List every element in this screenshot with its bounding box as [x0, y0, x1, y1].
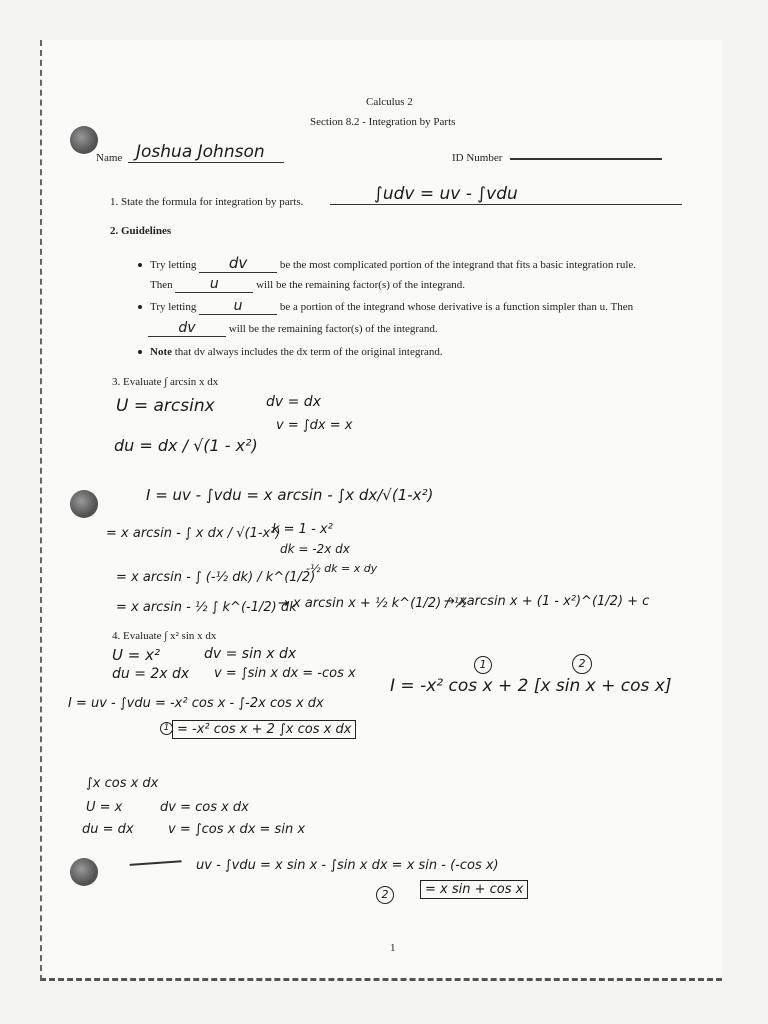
section-title: Section 8.2 - Integration by Parts: [310, 116, 456, 128]
q2-bullet-2-cont: [148, 320, 438, 337]
q4-work-8: ∫x cos x dx: [86, 776, 159, 791]
course-title: Calculus 2: [366, 96, 413, 108]
q1-answer-line: [330, 204, 682, 205]
q3-work-4: du = dx / √(1 - x²): [114, 436, 258, 455]
punch-hole-middle: [70, 490, 98, 518]
bullet-dot: [138, 350, 142, 354]
page-number: 1: [390, 942, 396, 954]
q4-work-2: dv = sin x dx: [204, 646, 297, 662]
q3-work-5: I = uv - ∫vdu = x arcsin - ∫x dx/√(1-x²): [146, 486, 434, 504]
b2-text-c: will be the remaining factor(s) of the integrand.: [228, 323, 438, 335]
q2-bullet-2: [138, 298, 633, 315]
q1-answer: ∫udv = uv - ∫vdu: [374, 184, 518, 204]
name-value: Joshua Johnson: [136, 142, 265, 162]
b2-blank-1: [199, 298, 277, 315]
punch-hole-top: [70, 126, 98, 154]
q4-work-3: du = 2x dx: [112, 666, 190, 682]
q4-work-13: uv - ∫vdu = x sin x - ∫sin x dx = x sin - (-cos x): [196, 858, 499, 873]
q3-work-10: -½ dk = x dy: [306, 562, 378, 575]
q3-work-12: → x arcsin x + ½ k^(1/2) / ½: [278, 596, 467, 611]
worksheet-page: [40, 40, 722, 981]
q4-final-box: = x sin + cos x: [420, 880, 528, 899]
q3-prompt: 3. Evaluate ∫ arcsin x dx: [112, 376, 219, 388]
b1-fill-1: dv: [228, 254, 248, 272]
q4-work-7: I = -x² cos x + 2 [x sin x + cos x]: [390, 676, 672, 696]
q4-circle-1-small: [160, 722, 173, 735]
q4-work-9: U = x: [86, 800, 123, 815]
q2-bullet-1: [138, 254, 636, 273]
q4-circle-2-num: 2: [578, 657, 586, 670]
bullet-dot: [138, 263, 142, 267]
q1-prompt: 1. State the formula for integration by parts.: [110, 196, 304, 208]
q4-work-1: U = x²: [112, 646, 160, 664]
q3-work-13: → xarcsin x + (1 - x²)^(1/2) + c: [444, 594, 650, 609]
b1-text-d: will be the remaining factor(s) of the integrand.: [256, 279, 466, 291]
q3-work-2: dv = dx: [266, 394, 321, 410]
q3-work-8: dk = -2x dx: [280, 542, 350, 556]
b2-fill-2: dv: [178, 320, 196, 336]
q4-work-12: v = ∫cos x dx = sin x: [168, 822, 306, 837]
q4-final-answer: [420, 882, 528, 897]
q4-circle-2: [572, 654, 592, 674]
q4-work-6: [172, 722, 356, 737]
b1-fill-2: u: [209, 276, 219, 292]
q4-work-5: I = uv - ∫vdu = -x² cos x - ∫-2x cos x dx: [68, 696, 324, 711]
q4-circle-3: [376, 886, 394, 904]
q3-work-1: U = arcsinx: [116, 396, 215, 416]
q3-work-6: = x arcsin - ∫ x dx / √(1-x²): [106, 526, 281, 541]
q4-circle-1-num: 1: [479, 658, 487, 671]
b2-text-b: be a portion of the integrand whose derivative is a function simpler than u. Then: [279, 301, 634, 313]
b1-blank-2: [175, 276, 253, 293]
b2-text-a: Try letting: [150, 301, 197, 313]
q4-circle-1-small-num: 1: [163, 723, 170, 733]
b2-fill-1: u: [233, 298, 243, 314]
b1-text-c: Then: [150, 279, 173, 291]
name-label: Name: [96, 152, 123, 164]
q4-circle-1: [474, 656, 492, 674]
q3-work-9: = x arcsin - ∫ (-½ dk) / k^(1/2): [116, 570, 316, 585]
name-line: [128, 162, 284, 163]
bullet-dot: [138, 305, 142, 309]
q2-bullet-3: [138, 346, 443, 358]
q4-prompt: 4. Evaluate ∫ x² sin x dx: [112, 630, 217, 642]
b2-blank-2: [148, 320, 226, 337]
b3-text: that dv always includes the dx term of the original integrand.: [174, 346, 443, 358]
q4-circle-3-num: 2: [381, 888, 389, 901]
q4-work-11: du = dx: [82, 822, 134, 837]
q3-work-3: v = ∫dx = x: [276, 418, 353, 433]
b1-text-a: Try letting: [150, 259, 197, 271]
punch-hole-bottom: [70, 858, 98, 886]
q3-work-7: k = 1 - x²: [272, 522, 333, 537]
id-line: [510, 158, 662, 160]
q3-work-11: = x arcsin - ½ ∫ k^(-1/2) dk: [116, 600, 297, 615]
q2-bullet-1-cont: [150, 276, 465, 293]
q2-title: 2. Guidelines: [110, 225, 172, 237]
q4-work-10: dv = cos x dx: [160, 800, 249, 815]
b3-bold: Note: [150, 346, 172, 358]
q4-boxed-step: = -x² cos x + 2 ∫x cos x dx: [172, 720, 356, 739]
q4-work-4: v = ∫sin x dx = -cos x: [214, 666, 356, 681]
b1-blank-1: [199, 254, 277, 273]
b1-text-b: be the most complicated portion of the integrand that fits a basic integration rule.: [279, 259, 637, 271]
id-label: ID Number: [452, 152, 503, 164]
